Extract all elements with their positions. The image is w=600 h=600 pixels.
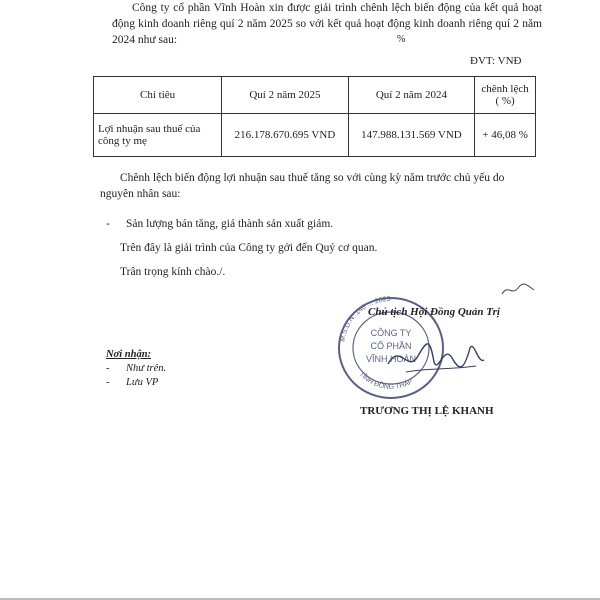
currency-unit: ĐVT: VNĐ <box>470 55 522 67</box>
recipient-text: Lưu VP <box>126 377 159 388</box>
signer-name: TRƯƠNG THỊ LỆ KHANH <box>360 405 494 417</box>
percent-mark: % <box>397 34 406 45</box>
closing-line-2: Trân trọng kính chào./. <box>120 266 226 278</box>
stamp-line-1: CÔNG TY <box>370 328 412 338</box>
stamp-line-2: CỔ PHẦN <box>370 341 412 351</box>
value-q2-2025: 216.178.670.695 VND <box>222 114 348 157</box>
table-row <box>94 114 536 157</box>
intro-paragraph <box>112 0 542 48</box>
svg-text:M.S.D.N: 140 ... 2823: M.S.D.N: 140 ... 2823 <box>339 296 391 343</box>
initial-scribble <box>500 282 536 298</box>
closing-line-1: Trên đây là giải trình của Công ty gởi đến Quý cơ quan. <box>120 242 378 254</box>
bullet-dash: - <box>106 218 110 230</box>
stamp-line-3: VĨNH HOÀN <box>365 354 417 364</box>
row-label: Lợi nhuận sau thuế của công ty mẹ <box>94 114 222 157</box>
signer-title: Chủ tịch Hội Đồng Quản Trị <box>368 306 500 318</box>
intro-text: Công ty cổ phần Vĩnh Hoàn xin được giải trình chênh lệch biến động của kết quả hoạt động kinh doanh riêng quí 2 năm 2025 so với kết quả hoạt động kinh doanh riêng quí 2 năm 2024 như sau: <box>112 2 542 46</box>
header-q2-2024: Quí 2 năm 2024 <box>348 77 474 114</box>
reason-intro: Chênh lệch biến động lợi nhuận sau thuế tăng so với cùng kỳ năm trước chủ yếu do nguyên nhân sau: <box>100 172 505 200</box>
recipients-block <box>106 348 166 390</box>
header-difference: chênh lệch ( %) <box>475 77 536 114</box>
value-q2-2024: 147.988.131.569 VND <box>348 114 474 157</box>
recipient-text: Như trên. <box>126 363 167 374</box>
recipients-heading: Nơi nhận: <box>106 349 152 360</box>
header-indicator: Chỉ tiêu <box>94 77 222 114</box>
value-difference: + 46,08 % <box>475 114 536 157</box>
svg-text:TỈNH ĐỒNG THÁP: TỈNH ĐỒNG THÁP <box>357 370 415 391</box>
table-header-row <box>94 77 536 114</box>
recipient-item: - Như trên. <box>106 363 167 374</box>
reason-bullet <box>100 216 540 232</box>
profit-comparison-table <box>93 76 536 157</box>
recipient-item: - Lưu VP <box>106 377 159 388</box>
explanation-body <box>100 170 540 280</box>
bullet-text: Sản lượng bán tăng, giá thành sản xuất giảm. <box>126 218 334 230</box>
handwritten-signature <box>386 334 486 384</box>
header-q2-2025: Quí 2 năm 2025 <box>222 77 348 114</box>
